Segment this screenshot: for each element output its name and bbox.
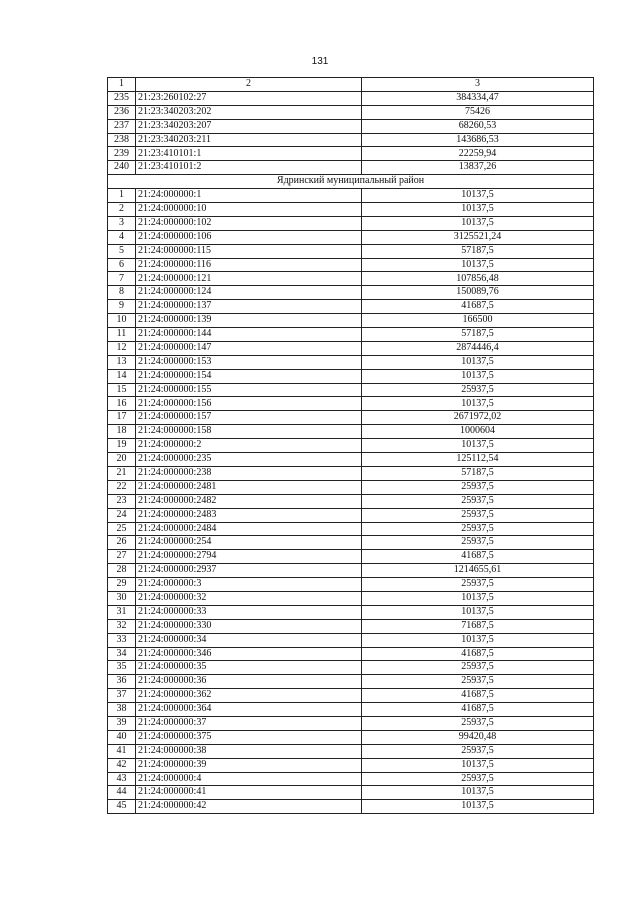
row-number: 15 <box>108 383 136 397</box>
row-number: 3 <box>108 216 136 230</box>
row-number: 12 <box>108 341 136 355</box>
row-number: 9 <box>108 300 136 314</box>
table-row <box>108 647 594 661</box>
cadastral-value: 22259,94 <box>362 147 594 161</box>
row-number: 29 <box>108 578 136 592</box>
row-number: 17 <box>108 411 136 425</box>
column-header-number: 1 <box>108 78 136 92</box>
cadastral-value: 10137,5 <box>362 800 594 814</box>
cadastral-number: 21:24:000000:10 <box>136 203 362 217</box>
header-row <box>108 78 594 92</box>
row-number: 33 <box>108 633 136 647</box>
cadastral-number: 21:24:000000:35 <box>136 661 362 675</box>
row-number: 1 <box>108 189 136 203</box>
table-row <box>108 314 594 328</box>
row-number: 26 <box>108 536 136 550</box>
table-row <box>108 675 594 689</box>
cadastral-number: 21:24:000000:2 <box>136 439 362 453</box>
cadastral-number: 21:24:000000:115 <box>136 244 362 258</box>
cadastral-value: 25937,5 <box>362 578 594 592</box>
cadastral-number: 21:24:000000:33 <box>136 605 362 619</box>
table-row <box>108 578 594 592</box>
row-number: 16 <box>108 397 136 411</box>
cadastral-number: 21:24:000000:34 <box>136 633 362 647</box>
row-number: 5 <box>108 244 136 258</box>
row-number: 27 <box>108 550 136 564</box>
section-title: Ядринский муниципальный район <box>108 175 594 189</box>
table-row <box>108 369 594 383</box>
row-number: 2 <box>108 203 136 217</box>
table-row <box>108 564 594 578</box>
cadastral-number: 21:23:410101:2 <box>136 161 362 175</box>
row-number: 4 <box>108 230 136 244</box>
table-row <box>108 494 594 508</box>
table-row <box>108 605 594 619</box>
cadastral-value: 25937,5 <box>362 522 594 536</box>
cadastral-number: 21:24:000000:37 <box>136 716 362 730</box>
table-row <box>108 105 594 119</box>
row-number: 235 <box>108 91 136 105</box>
cadastral-number: 21:24:000000:2484 <box>136 522 362 536</box>
row-number: 37 <box>108 689 136 703</box>
cadastral-value: 41687,5 <box>362 703 594 717</box>
row-number: 35 <box>108 661 136 675</box>
cadastral-value: 41687,5 <box>362 647 594 661</box>
row-number: 41 <box>108 744 136 758</box>
cadastral-number: 21:24:000000:139 <box>136 314 362 328</box>
cadastral-value: 13837,26 <box>362 161 594 175</box>
row-number: 240 <box>108 161 136 175</box>
row-number: 23 <box>108 494 136 508</box>
cadastral-value: 25937,5 <box>362 383 594 397</box>
table-row <box>108 800 594 814</box>
row-number: 238 <box>108 133 136 147</box>
cadastral-value: 150089,76 <box>362 286 594 300</box>
cadastral-number: 21:23:340203:211 <box>136 133 362 147</box>
section-row <box>108 175 594 189</box>
table-row <box>108 189 594 203</box>
cadastral-number: 21:24:000000:375 <box>136 730 362 744</box>
table-row <box>108 508 594 522</box>
row-number: 19 <box>108 439 136 453</box>
cadastral-value: 71687,5 <box>362 619 594 633</box>
table-row <box>108 591 594 605</box>
cadastral-number: 21:24:000000:235 <box>136 453 362 467</box>
cadastral-value: 10137,5 <box>362 439 594 453</box>
row-number: 44 <box>108 786 136 800</box>
row-number: 39 <box>108 716 136 730</box>
row-number: 25 <box>108 522 136 536</box>
row-number: 21 <box>108 466 136 480</box>
row-number: 24 <box>108 508 136 522</box>
cadastral-value: 41687,5 <box>362 550 594 564</box>
cadastral-value: 143686,53 <box>362 133 594 147</box>
row-number: 239 <box>108 147 136 161</box>
table-row <box>108 133 594 147</box>
row-number: 22 <box>108 480 136 494</box>
cadastral-number: 21:24:000000:1 <box>136 189 362 203</box>
cadastral-number: 21:24:000000:4 <box>136 772 362 786</box>
row-number: 11 <box>108 328 136 342</box>
cadastral-value: 125112,54 <box>362 453 594 467</box>
cadastral-number: 21:24:000000:2483 <box>136 508 362 522</box>
cadastral-number: 21:24:000000:330 <box>136 619 362 633</box>
row-number: 8 <box>108 286 136 300</box>
cadastral-value: 10137,5 <box>362 397 594 411</box>
cadastral-number: 21:24:000000:102 <box>136 216 362 230</box>
cadastral-number: 21:24:000000:137 <box>136 300 362 314</box>
cadastral-value: 10137,5 <box>362 369 594 383</box>
cadastral-number: 21:24:000000:121 <box>136 272 362 286</box>
row-number: 32 <box>108 619 136 633</box>
table-row <box>108 355 594 369</box>
cadastral-number: 21:24:000000:2481 <box>136 480 362 494</box>
table-row <box>108 744 594 758</box>
cadastral-number: 21:24:000000:156 <box>136 397 362 411</box>
cadastral-value: 41687,5 <box>362 300 594 314</box>
cadastral-value: 25937,5 <box>362 480 594 494</box>
row-number: 18 <box>108 425 136 439</box>
row-number: 34 <box>108 647 136 661</box>
cadastral-number: 21:23:340203:207 <box>136 119 362 133</box>
row-number: 14 <box>108 369 136 383</box>
cadastral-number: 21:24:000000:147 <box>136 341 362 355</box>
cadastral-value: 2671972,02 <box>362 411 594 425</box>
row-number: 13 <box>108 355 136 369</box>
table-row <box>108 633 594 647</box>
table-row <box>108 758 594 772</box>
table-row <box>108 480 594 494</box>
row-number: 31 <box>108 605 136 619</box>
row-number: 6 <box>108 258 136 272</box>
table-row <box>108 272 594 286</box>
cadastral-value: 57187,5 <box>362 328 594 342</box>
table-row <box>108 466 594 480</box>
cadastral-value: 25937,5 <box>362 675 594 689</box>
table-row <box>108 425 594 439</box>
table-row <box>108 216 594 230</box>
cadastral-number: 21:24:000000:106 <box>136 230 362 244</box>
cadastral-value: 25937,5 <box>362 494 594 508</box>
table-row <box>108 536 594 550</box>
cadastral-value: 107856,48 <box>362 272 594 286</box>
cadastral-number: 21:23:340203:202 <box>136 105 362 119</box>
table-row <box>108 730 594 744</box>
cadastral-number: 21:24:000000:158 <box>136 425 362 439</box>
column-header-code: 2 <box>136 78 362 92</box>
table-row <box>108 397 594 411</box>
cadastral-number: 21:24:000000:39 <box>136 758 362 772</box>
row-number: 38 <box>108 703 136 717</box>
table-row <box>108 550 594 564</box>
cadastral-value: 10137,5 <box>362 786 594 800</box>
cadastral-number: 21:23:260102:27 <box>136 91 362 105</box>
table-row <box>108 91 594 105</box>
table-row <box>108 453 594 467</box>
cadastral-value: 25937,5 <box>362 508 594 522</box>
cadastral-value: 166500 <box>362 314 594 328</box>
table-row <box>108 119 594 133</box>
row-number: 28 <box>108 564 136 578</box>
cadastral-value: 10137,5 <box>362 189 594 203</box>
table-row <box>108 300 594 314</box>
table-body <box>108 78 594 814</box>
cadastral-number: 21:24:000000:2482 <box>136 494 362 508</box>
table-row <box>108 341 594 355</box>
cadastral-value: 57187,5 <box>362 244 594 258</box>
cadastral-value: 1214655,61 <box>362 564 594 578</box>
cadastral-value: 68260,53 <box>362 119 594 133</box>
cadastral-number: 21:24:000000:154 <box>136 369 362 383</box>
cadastral-value: 41687,5 <box>362 689 594 703</box>
cadastral-number: 21:24:000000:254 <box>136 536 362 550</box>
cadastral-value: 25937,5 <box>362 536 594 550</box>
cadastral-number: 21:24:000000:42 <box>136 800 362 814</box>
row-number: 45 <box>108 800 136 814</box>
row-number: 36 <box>108 675 136 689</box>
row-number: 40 <box>108 730 136 744</box>
cadastral-number: 21:24:000000:144 <box>136 328 362 342</box>
cadastral-value: 10137,5 <box>362 355 594 369</box>
table-row <box>108 147 594 161</box>
table-row <box>108 230 594 244</box>
table-row <box>108 786 594 800</box>
cadastral-number: 21:24:000000:346 <box>136 647 362 661</box>
cadastral-value: 99420,48 <box>362 730 594 744</box>
row-number: 10 <box>108 314 136 328</box>
table-row <box>108 661 594 675</box>
row-number: 237 <box>108 119 136 133</box>
row-number: 236 <box>108 105 136 119</box>
table-row <box>108 522 594 536</box>
table-row <box>108 258 594 272</box>
cadastral-value: 25937,5 <box>362 716 594 730</box>
cadastral-value: 10137,5 <box>362 605 594 619</box>
row-number: 30 <box>108 591 136 605</box>
cadastral-number: 21:24:000000:3 <box>136 578 362 592</box>
cadastral-number: 21:24:000000:2937 <box>136 564 362 578</box>
cadastral-value: 10137,5 <box>362 216 594 230</box>
table-row <box>108 772 594 786</box>
table-row <box>108 411 594 425</box>
cadastral-number: 21:24:000000:124 <box>136 286 362 300</box>
cadastral-number: 21:24:000000:32 <box>136 591 362 605</box>
row-number: 7 <box>108 272 136 286</box>
page-number: 131 <box>311 56 329 67</box>
table-row <box>108 439 594 453</box>
cadastral-number: 21:23:410101:1 <box>136 147 362 161</box>
cadastral-number: 21:24:000000:238 <box>136 466 362 480</box>
cadastral-value: 25937,5 <box>362 661 594 675</box>
cadastral-value: 10137,5 <box>362 633 594 647</box>
cadastral-value: 10137,5 <box>362 203 594 217</box>
cadastral-number: 21:24:000000:38 <box>136 744 362 758</box>
cadastral-value: 10137,5 <box>362 758 594 772</box>
table-row <box>108 383 594 397</box>
cadastral-number: 21:24:000000:2794 <box>136 550 362 564</box>
cadastral-value: 25937,5 <box>362 772 594 786</box>
table-row <box>108 619 594 633</box>
row-number: 20 <box>108 453 136 467</box>
column-header-value: 3 <box>362 78 594 92</box>
cadastral-number: 21:24:000000:155 <box>136 383 362 397</box>
cadastral-number: 21:24:000000:364 <box>136 703 362 717</box>
table-row <box>108 244 594 258</box>
cadastral-value: 3125521,24 <box>362 230 594 244</box>
table-row <box>108 328 594 342</box>
table-row <box>108 689 594 703</box>
cadastral-value: 2874446,4 <box>362 341 594 355</box>
cadastral-number: 21:24:000000:41 <box>136 786 362 800</box>
table-row <box>108 161 594 175</box>
row-number: 42 <box>108 758 136 772</box>
cadastral-value: 57187,5 <box>362 466 594 480</box>
table-row <box>108 203 594 217</box>
cadastral-value: 25937,5 <box>362 744 594 758</box>
cadastral-value: 10137,5 <box>362 591 594 605</box>
cadastral-value: 384334,47 <box>362 91 594 105</box>
row-number: 43 <box>108 772 136 786</box>
cadastral-value-table <box>107 77 594 814</box>
table-row <box>108 703 594 717</box>
table-row <box>108 286 594 300</box>
cadastral-value: 1000604 <box>362 425 594 439</box>
cadastral-value: 10137,5 <box>362 258 594 272</box>
cadastral-number: 21:24:000000:36 <box>136 675 362 689</box>
cadastral-number: 21:24:000000:157 <box>136 411 362 425</box>
cadastral-number: 21:24:000000:153 <box>136 355 362 369</box>
cadastral-value: 75426 <box>362 105 594 119</box>
cadastral-number: 21:24:000000:362 <box>136 689 362 703</box>
table-row <box>108 716 594 730</box>
cadastral-number: 21:24:000000:116 <box>136 258 362 272</box>
